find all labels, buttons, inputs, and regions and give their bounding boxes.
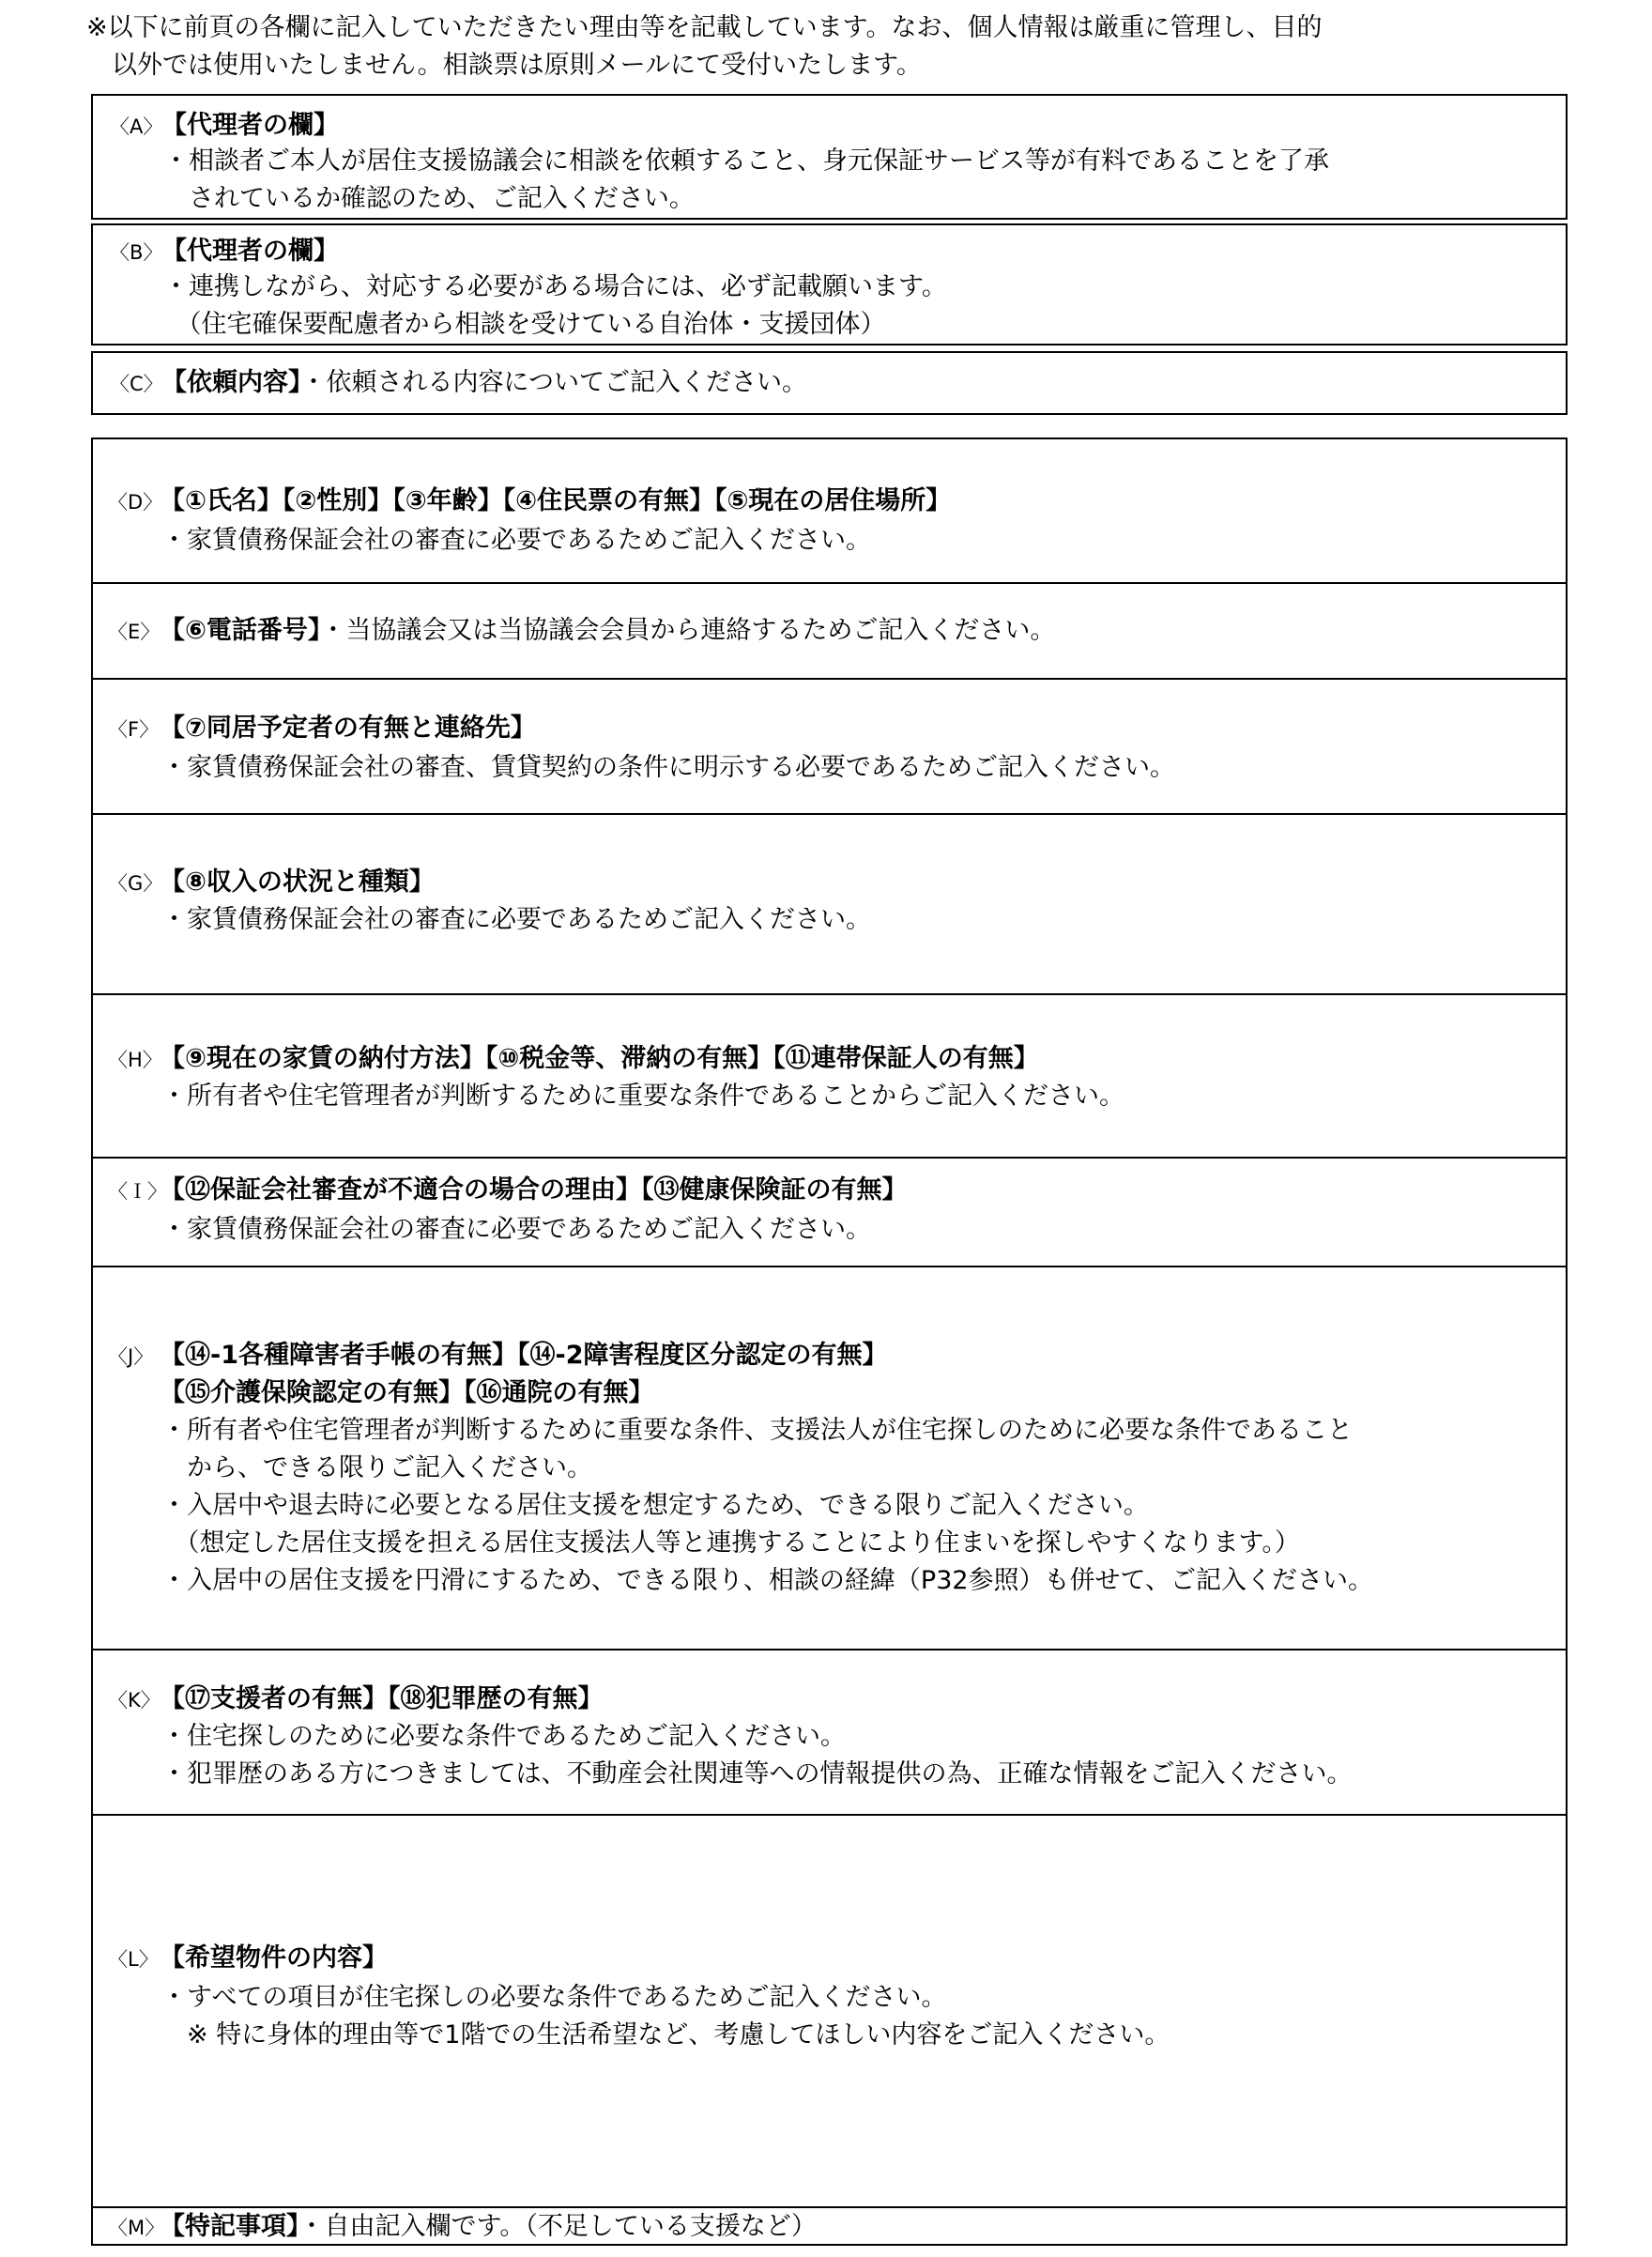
section-g [91, 813, 1568, 993]
section-title: 【⑰支援者の有無】【⑱犯罪歴の有無】 [160, 1684, 604, 1713]
section-c-header [110, 364, 807, 403]
section-title: 【⑧収入の状況と種類】 [160, 867, 435, 897]
section-i-header [108, 1172, 908, 1210]
section-title: 【⑨現在の家賃の納付方法】【⑩税金等、滞納の有無】【⑪連帯保証人の有無】 [160, 1044, 1039, 1073]
section-h-header [108, 1040, 1039, 1079]
section-label: 〈J〉 [108, 1345, 154, 1368]
note-line: ・入居中の居住支援を円滑にするため、できる限り、相談の経緯（P32参照）も併せて、ご記入ください。 [161, 1566, 1374, 1595]
note-line: ・連携しながら、対応する必要がある場合には、必ず記載願います。 [163, 272, 947, 301]
section-k [91, 1649, 1568, 1814]
section-label: 〈B〉 [110, 241, 163, 264]
section-j-header [108, 1337, 887, 1375]
note-line: ・所有者や住宅管理者が判断するために重要な条件、支援法人が住宅探しのために必要な条件であること [161, 1416, 1353, 1445]
note-line: から、できる限りご記入ください。 [161, 1453, 592, 1482]
note-line: ・家賃債務保証会社の審査に必要であるためご記入ください。 [161, 905, 871, 934]
section-label: 〈H〉 [108, 1049, 162, 1071]
section-label: 〈D〉 [108, 491, 163, 514]
section-label: 〈L〉 [108, 1948, 159, 1971]
section-b-notes [163, 269, 947, 344]
section-description: ・依頼される内容についてご記入ください。 [300, 368, 807, 397]
note-line: （住宅確保要配慮者から相談を受けている自治体・支援団体） [163, 310, 886, 339]
section-title: 【代理者の欄】 [161, 111, 339, 140]
note-line: （想定した居住支援を担える居住支援法人等と連携することにより住まいを探しやすくなります。） [161, 1528, 1300, 1558]
section-f-header [108, 710, 536, 748]
section-title: 【代理者の欄】 [161, 237, 339, 266]
section-d-notes [161, 522, 871, 560]
section-label: 〈G〉 [108, 872, 163, 895]
section-title-continued: 【⑮介護保険認定の有無】【⑯通院の有無】 [160, 1378, 654, 1407]
note-line: ・家賃債務保証会社の審査、賃貸契約の条件に明示する必要であるためご記入ください。 [161, 753, 1175, 782]
note-line: ・犯罪歴のある方につきましては、不動産会社関連等への情報提供の為、正確な情報をご記入ください。 [161, 1759, 1353, 1789]
intro-note [86, 9, 1626, 84]
section-title: 【特記事項】 [160, 2212, 299, 2241]
section-title: 【希望物件の内容】 [160, 1943, 388, 1973]
note-line: ・入居中や退去時に必要となる居住支援を想定するため、できる限りご記入ください。 [161, 1491, 1149, 1520]
section-title: 【①氏名】【②性別】【③年齢】【④住民票の有無】【⑤現在の居住場所】 [160, 486, 952, 515]
section-f-notes [161, 749, 1175, 787]
section-k-notes [161, 1718, 1352, 1793]
section-e [91, 582, 1568, 678]
section-label: 〈A〉 [110, 115, 163, 138]
section-description: ・自由記入欄です。（不足している支援など） [298, 2212, 817, 2241]
section-m-header [108, 2208, 817, 2247]
section-h-notes [161, 1078, 1124, 1115]
section-i-notes [161, 1211, 871, 1249]
section-b [91, 223, 1568, 345]
section-label: 〈C〉 [110, 373, 163, 395]
section-b-header [110, 233, 339, 271]
section-i [91, 1157, 1568, 1266]
section-j [91, 1266, 1568, 1649]
section-title: 【⑭-1各種障害者手帳の有無】【⑭-2障害程度区分認定の有無】 [160, 1341, 888, 1370]
section-g-notes [161, 901, 871, 939]
note-line: ・家賃債務保証会社の審査に必要であるためご記入ください。 [161, 1215, 871, 1244]
section-k-header [108, 1681, 604, 1719]
section-title: 【⑦同居予定者の有無と連絡先】 [160, 714, 536, 743]
note-line: ※ 特に身体的理由等で1階での生活希望など、考慮してほしい内容をご記入ください。 [161, 2020, 1170, 2050]
section-h [91, 993, 1568, 1157]
section-a-notes [163, 143, 1329, 218]
section-d-header [108, 483, 951, 521]
section-a-header [110, 107, 339, 146]
section-j-header-continued [160, 1374, 654, 1412]
section-description: ・当協議会又は当協議会会員から連絡するためご記入ください。 [320, 616, 1056, 645]
section-label: 〈M〉 [108, 2217, 165, 2239]
section-f [91, 678, 1568, 813]
intro-line: 以外では使用いたしません。相談票は原則メールにて受付いたします。 [86, 51, 922, 80]
section-title: 【⑫保証会社審査が不適合の場合の理由】【⑬健康保険証の有無】 [160, 1175, 908, 1205]
note-line: されているか確認のため、ご記入ください。 [163, 184, 695, 213]
section-d [91, 438, 1568, 582]
section-g-header [108, 864, 435, 902]
note-line: ・住宅探しのために必要な条件であるためご記入ください。 [161, 1722, 846, 1751]
section-label: 〈E〉 [108, 621, 161, 643]
section-l-header [108, 1940, 388, 1978]
section-l [91, 1814, 1568, 2236]
section-c [91, 351, 1568, 415]
note-line: ・相談者ご本人が居住支援協議会に相談を依頼すること、身元保証サービス等が有料であることを了承 [163, 146, 1329, 176]
note-line: ・家賃債務保証会社の審査に必要であるためご記入ください。 [161, 526, 871, 555]
section-e-header [108, 612, 1055, 651]
section-label: 〈Ｉ〉 [108, 1180, 167, 1203]
section-title: 【依頼内容】 [161, 368, 301, 397]
section-label: 〈K〉 [108, 1689, 161, 1712]
note-line: ・すべての項目が住宅探しの必要な条件であるためご記入ください。 [161, 1983, 947, 2012]
section-a [91, 94, 1568, 220]
section-m [91, 2206, 1568, 2246]
section-j-notes [161, 1412, 1373, 1600]
section-l-notes [161, 1979, 1170, 2054]
section-title: 【⑥電話番号】 [160, 616, 321, 645]
intro-line: ※以下に前頁の各欄に記入していただきたい理由等を記載しています。なお、個人情報は厳重に管理し、目的 [86, 13, 1323, 42]
section-label: 〈F〉 [108, 718, 160, 741]
note-line: ・所有者や住宅管理者が判断するために重要な条件であることからご記入ください。 [161, 1082, 1124, 1111]
